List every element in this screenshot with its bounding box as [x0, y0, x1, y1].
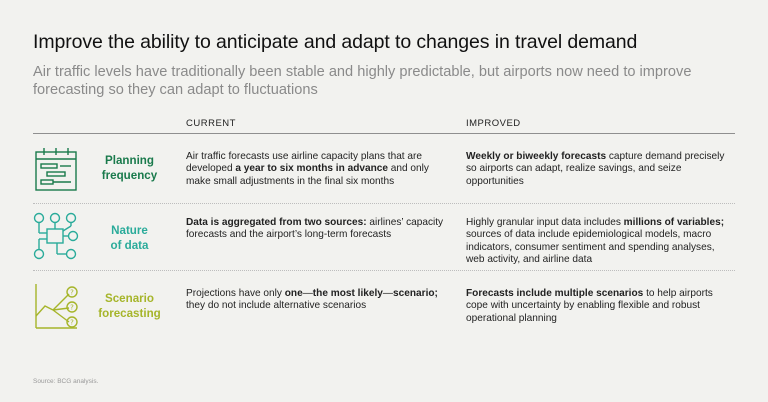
row-label-line2: frequency — [101, 168, 158, 182]
current-cell-nature — [186, 217, 444, 242]
improved-cell-scenario — [466, 288, 734, 325]
svg-text:?: ? — [70, 288, 74, 297]
body-text: Highly granular input data includes — [466, 217, 624, 228]
emphasis-text: scenario; — [393, 288, 438, 299]
row-divider — [33, 270, 735, 271]
header-divider — [33, 133, 735, 134]
row-label-planning-frequency — [92, 154, 167, 183]
current-cell-planning — [186, 151, 444, 188]
current-cell-scenario — [186, 288, 444, 313]
page-title: Improve the ability to anticipate and adapt to changes in travel demand — [33, 31, 638, 53]
emphasis-text: Data is aggregated from two sources: — [186, 217, 367, 228]
body-text: airlines’ capacity forecasts and the airport’s long-term forecasts — [186, 217, 444, 241]
row-label-scenario-forecasting — [92, 292, 167, 321]
scenario-chart-icon — [33, 280, 79, 332]
body-text: Air traffic forecasts use airline capacity plans that are developed — [186, 151, 423, 175]
improved-cell-planning — [466, 151, 734, 188]
source-note: Source: BCG analysis. — [33, 378, 99, 385]
body-text: Projections have only — [186, 288, 285, 299]
emphasis-text: a year to six months in advance — [235, 163, 388, 175]
body-text: and only make small adjustments in the final six months — [186, 163, 429, 187]
row-label-line1: Nature — [111, 224, 148, 237]
svg-text:?: ? — [70, 318, 74, 327]
improved-cell-nature — [466, 217, 734, 267]
body-text: sources of data include epidemiological models, macro indicators, consumer sentiment and spending analyses, web activity, and airline data — [466, 229, 715, 266]
body-text: they do not include alternative scenarios — [186, 300, 367, 312]
row-label-nature-of-data — [92, 224, 167, 253]
row-label-line1: Scenario — [105, 292, 154, 305]
body-text: — — [382, 288, 394, 299]
emphasis-text: millions of variables; — [623, 217, 725, 228]
row-label-line2: of data — [110, 238, 149, 252]
emphasis-text: one — [284, 288, 303, 299]
row-divider — [33, 203, 735, 204]
page-subtitle: Air traffic levels have traditionally been stable and highly predictable, but airports now need to improve forecasting so they can adapt to fluctuations — [33, 64, 692, 98]
body-text: to help airports cope with uncertainty by enabling flexible and robust operational planning — [466, 288, 713, 324]
data-network-icon — [33, 211, 79, 261]
body-text: capture demand precisely so airports can adapt, realize savings, and seize opportunities — [466, 151, 725, 187]
body-text: — — [302, 288, 313, 299]
emphasis-text: the most likely — [312, 288, 383, 299]
calendar-gantt-icon — [33, 146, 79, 194]
column-header-current: CURRENT — [186, 118, 236, 129]
row-label-line1: Planning — [105, 154, 154, 167]
svg-text:?: ? — [70, 303, 74, 312]
emphasis-text: Weekly or biweekly forecasts — [466, 151, 607, 162]
row-label-line2: forecasting — [98, 306, 161, 320]
emphasis-text: Forecasts include multiple scenarios — [466, 288, 644, 299]
column-header-improved: IMPROVED — [466, 118, 521, 129]
